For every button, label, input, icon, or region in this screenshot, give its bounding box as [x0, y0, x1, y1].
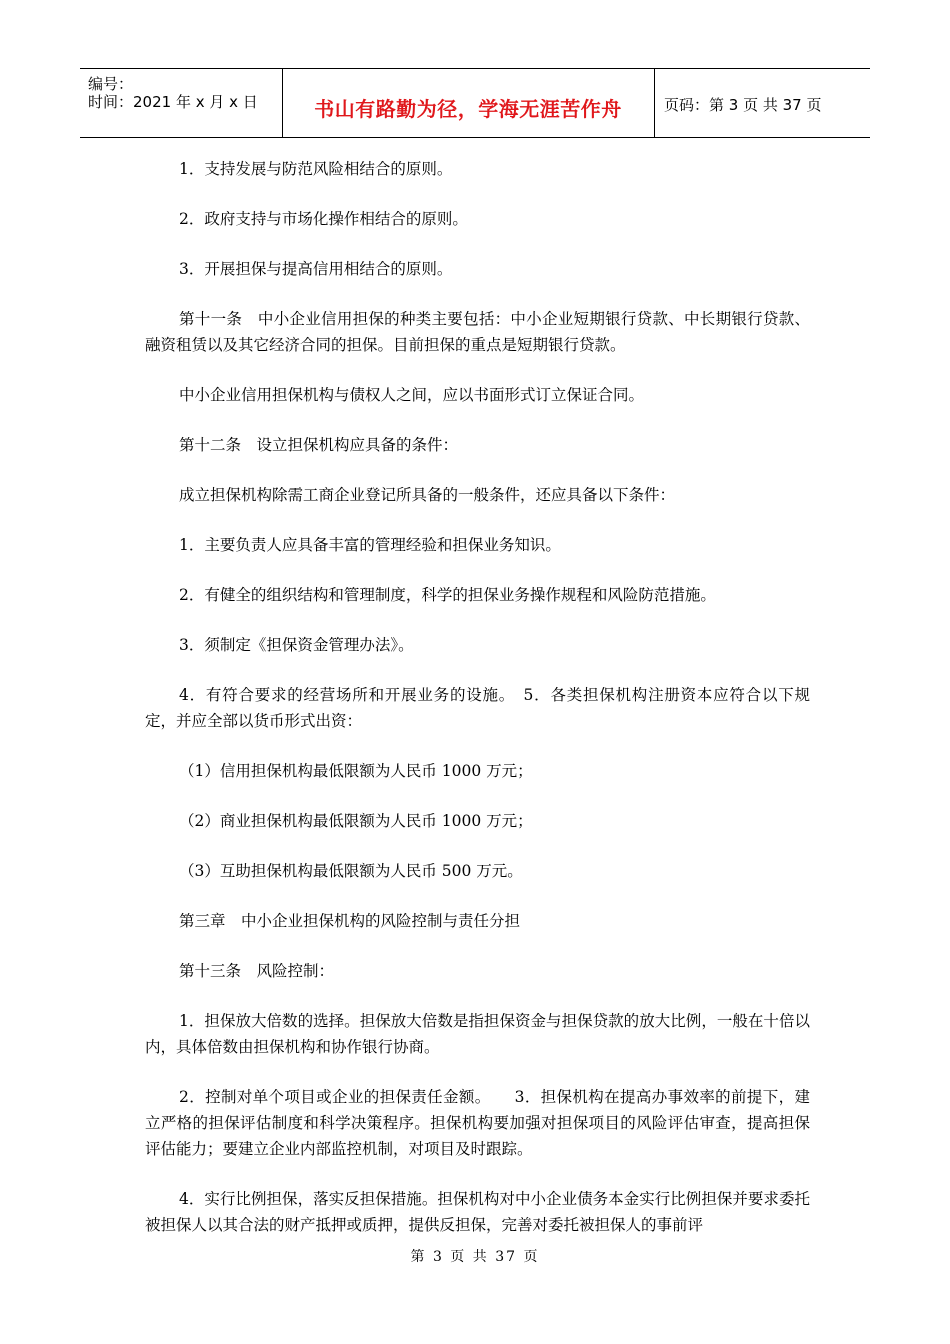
paragraph: 2．控制对单个项目或企业的担保责任金额。 3．担保机构在提高办事效率的前提下，建立严格的担保评估制度和科学决策程序。担保机构要加强对担保项目的风险评估审查，提高担保评估能力；要建立企业内部监控机制，对项目及时跟踪。 [145, 1088, 810, 1158]
paragraph: 4．实行比例担保，落实反担保措施。担保机构对中小企业债务本金实行比例担保并要求委托被担保人以其合法的财产抵押或质押，提供反担保，完善对委托被担保人的事前评 [145, 1190, 810, 1234]
paragraph: （2）商业担保机构最低限额为人民币 1000 万元； [179, 812, 533, 830]
paragraph: 1．主要负责人应具备丰富的管理经验和担保业务知识。 [179, 536, 561, 554]
paragraph: 2．有健全的组织结构和管理制度，科学的担保业务操作规程和风险防范措施。 [179, 586, 716, 604]
header-info-cell [80, 69, 283, 137]
date-label: 时间：2021 年 x 月 x 日 [88, 93, 258, 111]
header-page-label: 页码：第 3 页 共 37 页 [664, 96, 822, 114]
paragraph: 中小企业信用担保机构与债权人之间，应以书面形式订立保证合同。 [179, 386, 645, 404]
header-page-cell [654, 69, 870, 137]
serial-label: 编号： [88, 75, 134, 93]
paragraph: 成立担保机构除需工商企业登记所具备的一般条件，还应具备以下条件： [179, 486, 676, 504]
paragraph: 4．有符合要求的经营场所和开展业务的设施。 5．各类担保机构注册资本应符合以下规定，并应全部以货币形式出资： [145, 686, 810, 730]
paragraph: 第十三条 风险控制： [179, 962, 335, 980]
paragraph: 第十一条 中小企业信用担保的种类主要包括：中小企业短期银行贷款、中长期银行贷款、融资租赁以及其它经济合同的担保。目前担保的重点是短期银行贷款。 [145, 310, 810, 354]
paragraph: 3．须制定《担保资金管理办法》。 [179, 636, 414, 654]
paragraph: 第十二条 设立担保机构应具备的条件： [179, 436, 459, 454]
paragraph: （3）互助担保机构最低限额为人民币 500 万元。 [179, 862, 523, 880]
chapter-heading: 第三章 中小企业担保机构的风险控制与责任分担 [179, 912, 521, 930]
page-header [80, 68, 870, 138]
page-footer: 第 3 页 共 37 页 [410, 1249, 540, 1265]
paragraph: 1．担保放大倍数的选择。担保放大倍数是指担保资金与担保贷款的放大比例，一般在十倍以内，具体倍数由担保机构和协作银行协商。 [145, 1012, 810, 1056]
document-body [145, 156, 810, 1262]
header-motto-cell [282, 69, 655, 137]
paragraph: 2．政府支持与市场化操作相结合的原则。 [179, 210, 468, 228]
motto-text: 书山有路勤为径，学海无涯苦作舟 [314, 97, 622, 121]
paragraph: 3．开展担保与提高信用相结合的原则。 [179, 260, 453, 278]
paragraph: （1）信用担保机构最低限额为人民币 1000 万元； [179, 762, 533, 780]
paragraph: 1．支持发展与防范风险相结合的原则。 [179, 160, 453, 178]
